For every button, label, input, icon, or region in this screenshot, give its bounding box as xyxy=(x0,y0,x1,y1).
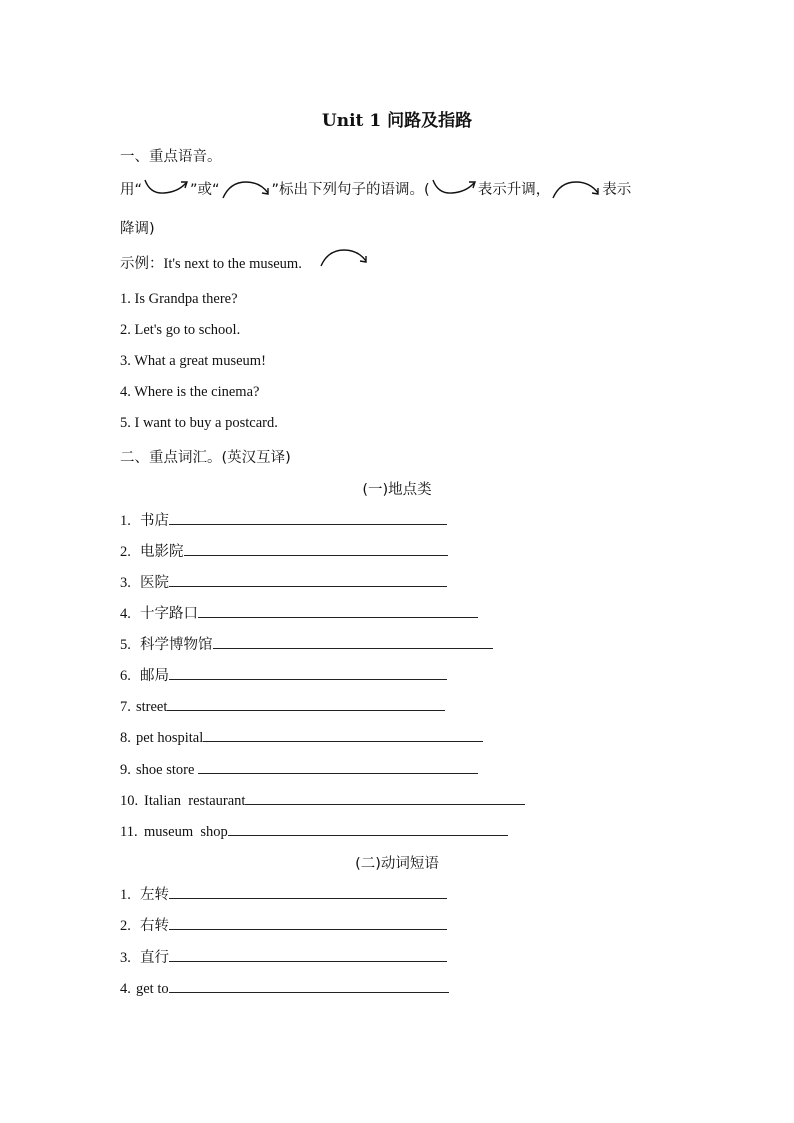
instruction-line xyxy=(120,176,631,204)
answer-blank[interactable] xyxy=(169,915,447,930)
example-line xyxy=(120,252,370,273)
answer-blank[interactable] xyxy=(198,759,478,774)
sentence-item: 4. Where is the cinema? xyxy=(120,384,260,400)
instruction-text-4: 表示升调， xyxy=(477,182,551,198)
vocab-term: 左转 xyxy=(140,887,169,903)
answer-blank[interactable] xyxy=(167,696,445,711)
rising-intonation-arrow-icon xyxy=(430,176,478,204)
item-number: 9. xyxy=(120,762,131,778)
answer-blank[interactable] xyxy=(228,821,508,836)
instruction-text-1: 用“ xyxy=(120,182,143,198)
vocab-row xyxy=(120,633,493,654)
vocab-term: 十字路口 xyxy=(140,606,198,622)
vocab-term: 直行 xyxy=(140,950,169,966)
falling-intonation-arrow-icon xyxy=(318,244,370,272)
item-number: 7. xyxy=(120,699,131,715)
answer-blank[interactable] xyxy=(213,634,493,649)
instruction-text-5: 表示 xyxy=(602,182,632,198)
vocab-row xyxy=(120,540,448,561)
answer-blank[interactable] xyxy=(169,884,447,899)
example-sentence: It's next to the museum. xyxy=(163,256,302,272)
vocab-term: 医院 xyxy=(140,575,169,591)
example-label: 示例： xyxy=(120,256,164,272)
instruction-text-2: ”或“ xyxy=(190,182,220,198)
answer-blank[interactable] xyxy=(169,510,447,525)
item-number: 11. xyxy=(120,824,138,840)
rising-intonation-arrow-icon xyxy=(142,176,190,204)
answer-blank[interactable] xyxy=(198,603,478,618)
item-number: 1. xyxy=(120,887,131,903)
falling-intonation-arrow-icon xyxy=(220,176,272,204)
vocab-term: Italian restaurant xyxy=(144,793,246,809)
answer-blank[interactable] xyxy=(169,665,447,680)
vocab-row xyxy=(120,790,525,810)
vocab-row xyxy=(120,914,447,935)
vocab-term: 书店 xyxy=(140,513,169,529)
item-number: 3. xyxy=(120,575,131,591)
vocab-row xyxy=(120,509,447,530)
vocab-term: 右转 xyxy=(140,918,169,934)
instruction-text-3: ”标出下列句子的语调。( xyxy=(271,182,430,198)
sentence-item: 2. Let's go to school. xyxy=(120,322,241,338)
vocab-row xyxy=(120,821,508,841)
vocab-row xyxy=(120,696,445,716)
vocab-term: 邮局 xyxy=(140,668,169,684)
vocab-row xyxy=(120,946,447,967)
item-number: 6. xyxy=(120,668,131,684)
sentence-item: 5. I want to buy a postcard. xyxy=(120,415,278,431)
section1-heading: 一、重点语音。 xyxy=(120,149,222,165)
item-number: 1. xyxy=(120,513,131,529)
answer-blank[interactable] xyxy=(169,978,449,993)
vocab-row xyxy=(120,883,447,904)
instruction-line-2: 降调) xyxy=(120,221,155,237)
item-number: 2. xyxy=(120,918,131,934)
answer-blank[interactable] xyxy=(169,572,447,587)
vocab-term: get to xyxy=(136,981,169,997)
answer-blank[interactable] xyxy=(203,727,483,742)
answer-blank[interactable] xyxy=(169,947,447,962)
vocab-term: 电影院 xyxy=(140,544,184,560)
item-number: 5. xyxy=(120,637,131,653)
vocab-row xyxy=(120,602,478,623)
answer-blank[interactable] xyxy=(245,790,525,805)
sentence-item: 1. Is Grandpa there? xyxy=(120,291,238,307)
vocab-term: street xyxy=(136,699,168,715)
falling-intonation-arrow-icon xyxy=(550,176,602,204)
vocab-term: 科学博物馆 xyxy=(140,637,213,653)
item-number: 8. xyxy=(120,730,131,746)
item-number: 2. xyxy=(120,544,131,560)
vocab-term: shoe store xyxy=(136,762,195,778)
vocab-row xyxy=(120,978,449,998)
group1-title: (一)地点类 xyxy=(362,482,432,498)
item-number: 4. xyxy=(120,981,131,997)
item-number: 3. xyxy=(120,950,131,966)
vocab-term: museum shop xyxy=(144,824,228,840)
page-title: Unit 1 问路及指路 xyxy=(321,111,473,131)
item-number: 10. xyxy=(120,793,139,809)
sentence-item: 3. What a great museum! xyxy=(120,353,266,369)
vocab-row xyxy=(120,664,447,685)
vocab-row xyxy=(120,727,483,747)
section2-heading: 二、重点词汇。(英汉互译) xyxy=(120,450,291,466)
vocab-term: pet hospital xyxy=(136,730,204,746)
item-number: 4. xyxy=(120,606,131,622)
group2-title: (二)动词短语 xyxy=(355,856,439,872)
vocab-row xyxy=(120,759,478,779)
answer-blank[interactable] xyxy=(184,541,448,556)
vocab-row xyxy=(120,571,447,592)
